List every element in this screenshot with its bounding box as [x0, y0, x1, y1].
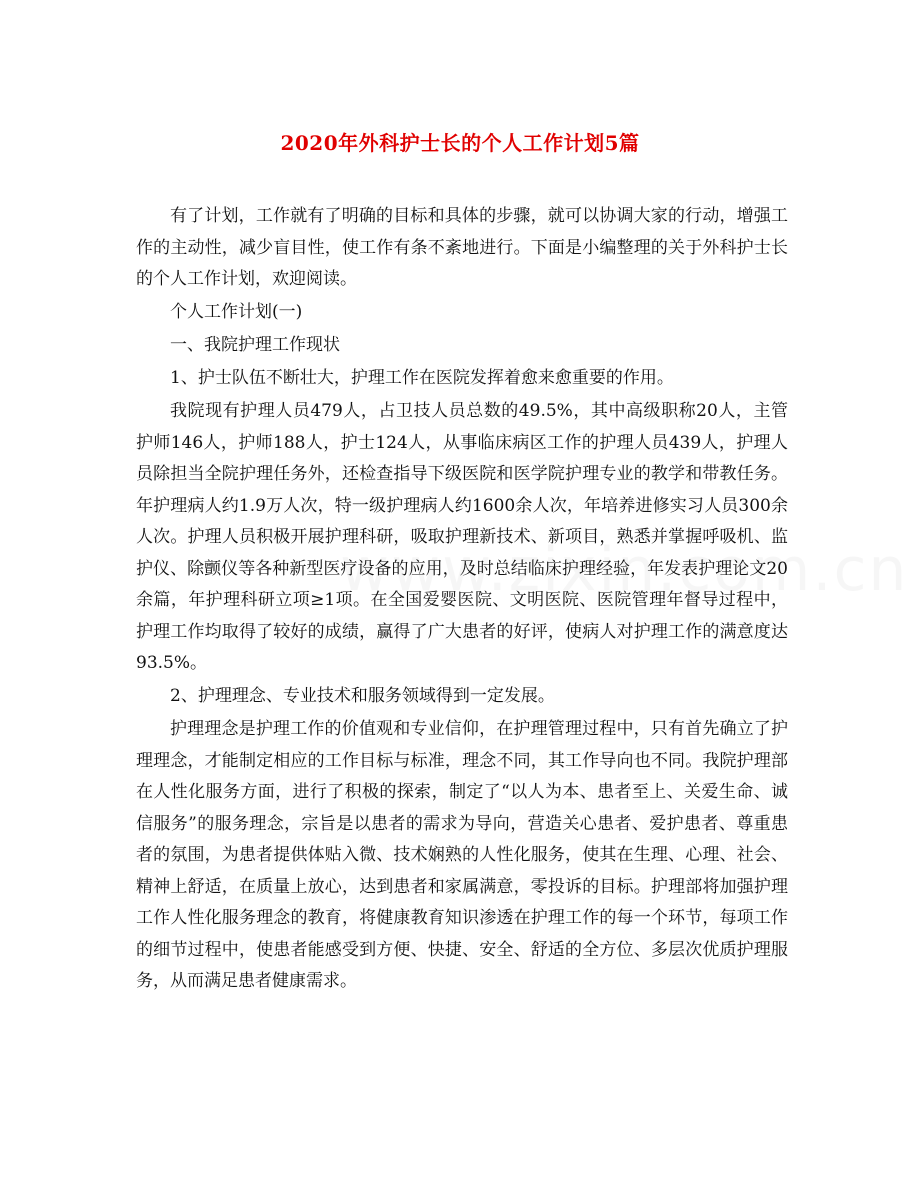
subheading-current-status: 一、我院护理工作现状 — [170, 335, 340, 355]
document-body — [136, 201, 788, 999]
intro-paragraph: 有了计划，工作就有了明确的目标和具体的步骤，就可以协调大家的行动，增强工作的主动性，减少盲目性，使工作有条不紊地进行。下面是小编整理的关于外科护士长的个人工作计划，欢迎阅读。 — [136, 206, 788, 289]
philosophy-paragraph: 护理理念是护理工作的价值观和专业信仰，在护理管理过程中，只有首先确立了护理理念，才能制定相应的工作目标与标准，理念不同，其工作导向也不同。我院护理部在人性化服务方面，进行了积极的探索，制定了“以人为本、患者至上、关爱生命、诚信服务”的服务理念，宗旨是以患者的需求为导向，营造关心患者、爱护患者、尊重患者的氛围，为患者提供体贴入微、技术娴熟的人性化服务，使其在生理、心理、社会、精神上舒适，在质量上放心，达到患者和家属满意，零投诉的目标。护理部将加强护理工作人性化服务理念的教育，将健康教育知识渗透在护理工作的每一个环节，每项工作的细节过程中，使患者能感受到方便、快捷、安全、舒适的全方位、多层次优质护理服务，从而满足患者健康需求。 — [136, 719, 788, 991]
document-title: 2020年外科护士长的个人工作计划5篇 — [280, 131, 640, 155]
staff-paragraph: 我院现有护理人员479人，占卫技人员总数的49.5%，其中高级职称20人，主管护师146人，护师188人，护士124人，从事临床病区工作的护理人员439人，护理人员除担当全院护理任务外，还检查指导下级医院和医学院护理专业的教学和带教任务。年护理病人约1.9万人次，特一级护理病人约1600余人次，年培养进修实习人员300余人次。护理人员积极开展护理科研，吸取护理新技术、新项目，熟悉并掌握呼吸机、监护仪、除颤仪等各种新型医疗设备的应用，及时总结临床护理经验，年发表护理论文20余篇，年护理科研立项≥1项。在全国爱婴医院、文明医院、医院管理年督导过程中，护理工作均取得了较好的成绩，赢得了广大患者的好评，使病人对护理工作的满意度达93.5%。 — [136, 401, 788, 673]
item-heading-2: 2、护理理念、专业技术和服务领域得到一定发展。 — [170, 686, 555, 706]
item-heading-1: 1、护士队伍不断壮大，护理工作在医院发挥着愈来愈重要的作用。 — [170, 368, 674, 388]
section-heading-plan-1: 个人工作计划(一) — [170, 302, 303, 322]
